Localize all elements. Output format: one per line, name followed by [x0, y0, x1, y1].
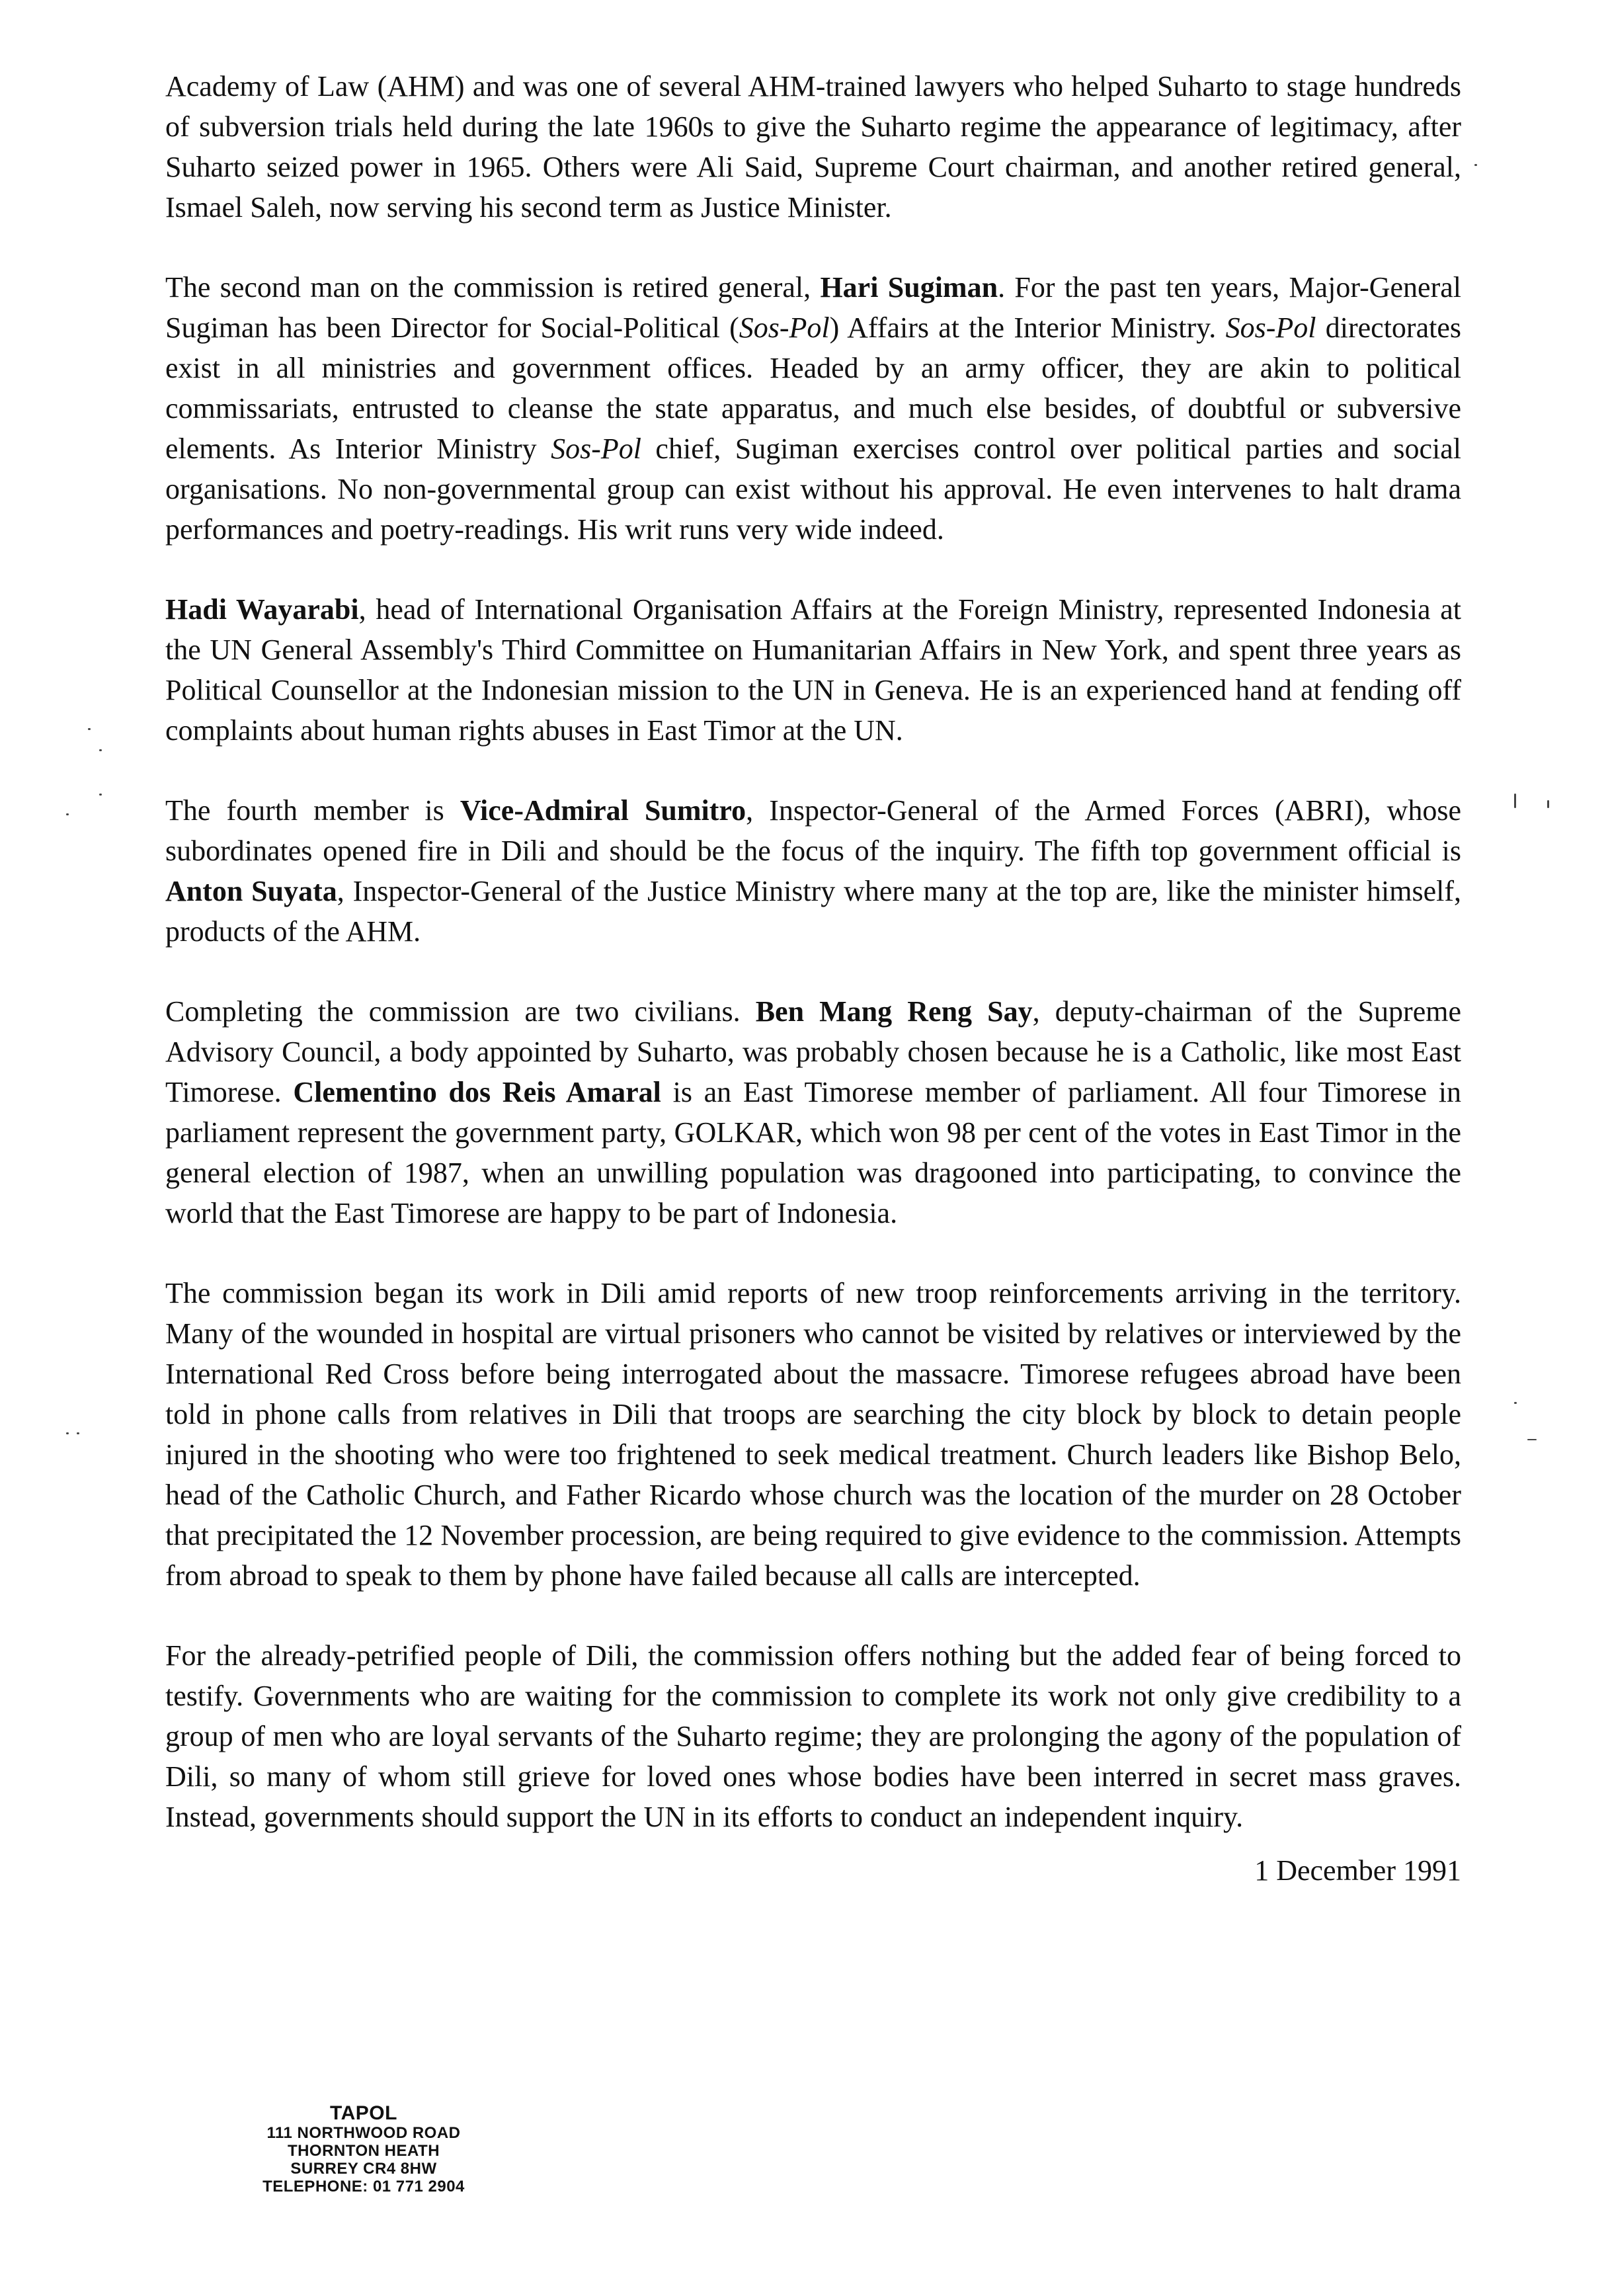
scan-speck [99, 749, 102, 751]
text-run: The commission began its work in Dili amid reports of new troop reinforcements arriving in the territory. Many of the wounded in hospital are virtual prisoners who cannot be visited by relatives or interviewed by the International Red Cross before being interrogated about the massacre. Timorese refugees abroad have been told in phone calls from relatives in Dili that troops are searching the city block by block to detain people injured in the shooting who were too frightened to seek medical treatment. Church leaders like Bishop Belo, head of the Catholic Church, and Father Ricardo whose church was the location of the murder on 28 October that precipitated the 12 November procession, are being required to give evidence to the commission. Attempts from abroad to speak to them by phone have failed because all calls are intercepted. [165, 1277, 1461, 1592]
text-run: , Inspector-General of the Armed Forces (ABRI), whose subordinates opened fire in Dili and should be the focus of the inquiry. The fifth top government official is [165, 794, 1461, 867]
text-run: , deputy-chairman of the Supreme Advisory Council, a body appointed by Suharto, was probably chosen because he is a Catholic, like most East Timorese. [165, 995, 1461, 1108]
scan-speck [99, 794, 102, 796]
text-run: chief, Sugiman exercises control over political parties and social organisations. No non-governmental group can exist without his approval. He even intervenes to halt drama performances and poetry-readings. His writ runs very wide indeed. [165, 432, 1461, 546]
bold-name: Ben Mang Reng Say [755, 995, 1033, 1028]
italic-term: Sos-Pol [551, 432, 641, 465]
text-run: , Inspector-General of the Justice Ministry where many at the top are, like the minister himself, products of the AHM. [165, 875, 1461, 948]
scan-speck [66, 813, 69, 815]
text-run: . For the past ten years, Major-General Sugiman has been Director for Social-Political ( [165, 271, 1461, 344]
bold-name: Clementino dos Reis Amaral [293, 1076, 661, 1108]
address-town: THORNTON HEATH [287, 2142, 440, 2160]
paragraph-civilians [165, 991, 1461, 1233]
italic-term: Sos-Pol [1225, 311, 1316, 344]
address-telephone: TELEPHONE: 01 771 2904 [262, 2178, 465, 2195]
text-run: Completing the commission are two civilians. [165, 995, 756, 1028]
text-run: directorates exist in all ministries and government offices. Headed by an army officer, they are akin to political commissariats, entrusted to cleanse the state apparatus, and much else besides, of doubtful or subversive elements. As Interior Ministry [165, 311, 1461, 465]
paragraph-commission-background [165, 66, 1461, 227]
scan-speck [66, 1432, 69, 1434]
text-run: Academy of Law (AHM) and was one of several AHM-trained lawyers who helped Suharto to stage hundreds of subversion trials held during the late 1960s to give the Suharto regime the appearance of legitimacy, after Suharto seized power in 1965. Others were Ali Said, Supreme Court chairman, and another retired general, Ismael Saleh, now serving his second term as Justice Minister. [165, 70, 1461, 224]
text-run: The fourth member is [165, 794, 460, 827]
text-run: The second man on the commission is retired general, [165, 271, 821, 304]
bold-name: Hari Sugiman [820, 271, 998, 304]
paragraph-conclusion [165, 1635, 1461, 1837]
bold-name: Anton Suyata [165, 875, 337, 907]
address-county-postcode: SURREY CR4 8HW [290, 2160, 437, 2178]
address-org: TAPOL [330, 2102, 397, 2124]
document-date: 1 December 1991 [1254, 1854, 1461, 1887]
paragraph-dili-reports [165, 1273, 1461, 1596]
bold-name: Hadi Wayarabi [165, 593, 359, 626]
text-run: For the already-petrified people of Dili, the commission offers nothing but the added fear of being forced to testify. Governments who are waiting for the commission to complete its work not only give credibility to a group of men who are loyal servants of the Suharto regime; they are prolonging the agony of the population of Dili, so many of whom still grieve for loved ones whose bodies have been interred in secret mass graves. Instead, governments should support the UN in its efforts to conduct an independent inquiry. [165, 1639, 1461, 1833]
italic-term: Sos-Pol [739, 311, 830, 344]
scan-speck [1547, 800, 1549, 808]
paragraph-hadi-wayarabi [165, 589, 1461, 751]
paragraph-hari-sugiman [165, 267, 1461, 550]
scan-speck [1474, 164, 1477, 166]
scan-speck [1527, 1439, 1537, 1440]
scan-speck [88, 728, 91, 730]
text-run: ) Affairs at the Interior Ministry. [829, 311, 1226, 344]
scan-speck [1514, 794, 1516, 808]
document-body [165, 66, 1461, 1891]
address-stamp [218, 2103, 509, 2195]
scan-speck [77, 1432, 79, 1434]
scan-speck [1514, 1402, 1517, 1404]
text-run: is an East Timorese member of parliament. All four Timorese in parliament represent the government party, GOLKAR, which won 98 per cent of the votes in East Timor in the general election of 1987, when an unwilling population was dragooned into participating, to convince the world that the East Timorese are happy to be part of Indonesia. [165, 1076, 1462, 1229]
text-run: , head of International Organisation Affairs at the Foreign Ministry, represented Indonesia at the UN General Assembly's Third Committee on Humanitarian Affairs in New York, and spent three years as Political Counsellor at the Indonesian mission to the UN in Geneva. He is an experienced hand at fending off complaints about human rights abuses in East Timor at the UN. [165, 593, 1462, 747]
bold-name: Vice-Admiral Sumitro [460, 794, 746, 827]
address-street: 111 NORTHWOOD ROAD [266, 2124, 461, 2142]
paragraph-sumitro-suyata [165, 790, 1461, 952]
